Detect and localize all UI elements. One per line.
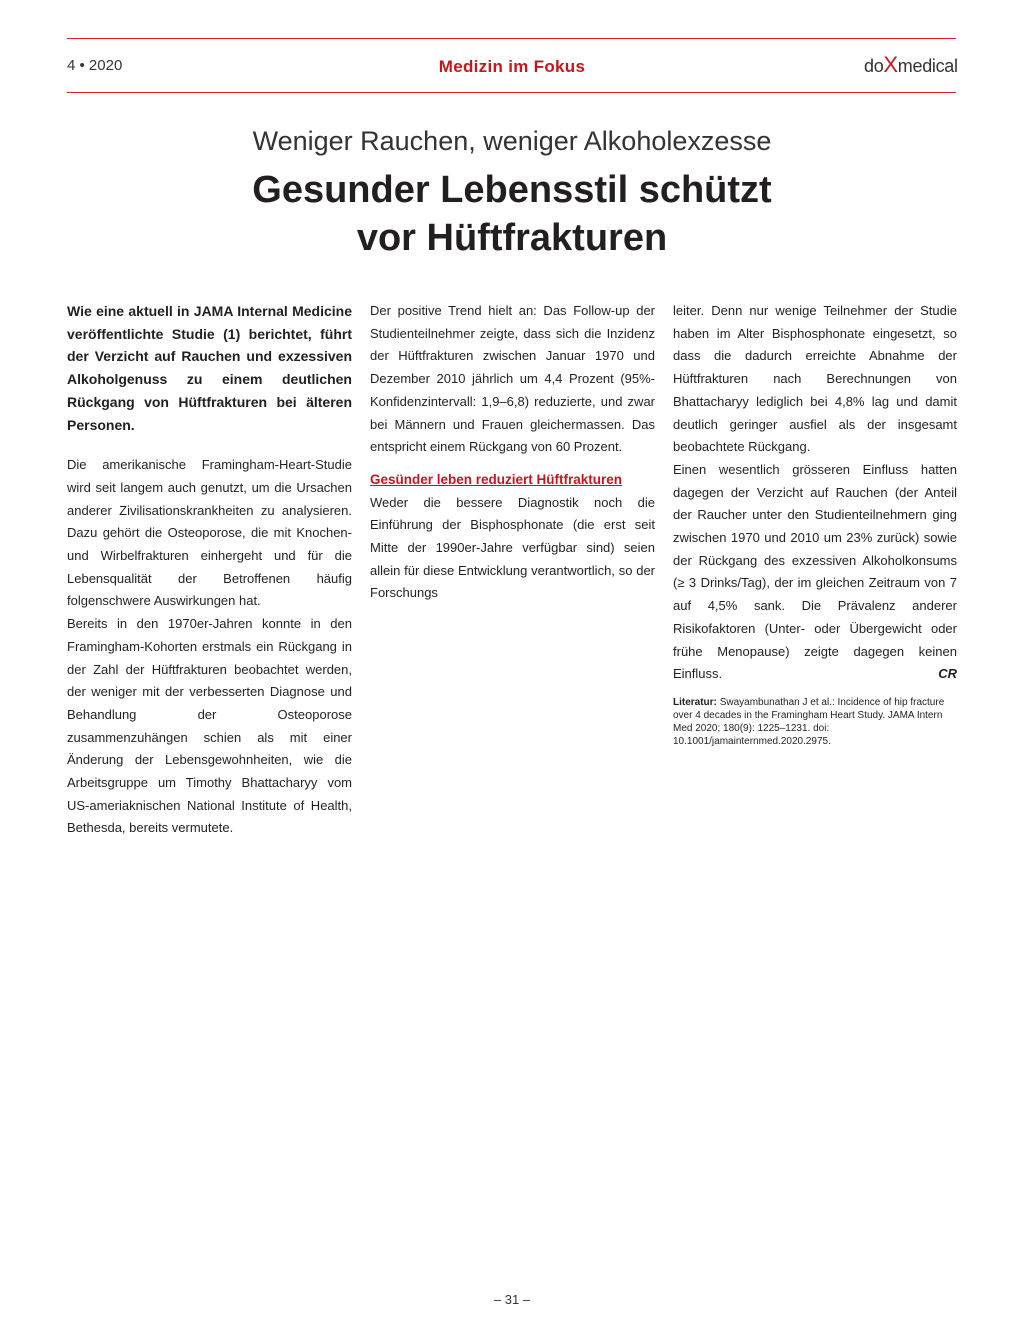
column-3: [673, 300, 957, 748]
logo-suffix: medical: [897, 56, 958, 76]
literature-reference: [673, 696, 957, 748]
headline-line-2: vor Hüftfrakturen: [356, 217, 668, 259]
header-top-rule: [67, 38, 956, 39]
article-headline: [0, 166, 1024, 262]
article-kicker: Weniger Rauchen, weniger Alkoholexzesse: [252, 126, 772, 156]
logo-prefix: do: [864, 56, 884, 76]
section-title: Medizin im Fokus: [438, 57, 586, 76]
body-paragraph-4-continued: leiter. Denn nur wenige Teilnehmer der Studie haben im Alter Bisphosphonate eingesetzt, so dass die dadurch erreichte Abnahme der Hüftfrakturen nach Berechnungen von Bhattacharyy lediglich bei 4,8% lag und damit deutlich geringer ausfiel als der insgesamt beobachtete Rückgang.: [673, 303, 957, 455]
body-paragraph-3: Der positive Trend hielt an: Das Follow-up der Studienteilnehmer zeigte, dass sich die Inzidenz der Hüftfrakturen zwischen Januar 1970 und Dezember 2010 jährlich um 4,4 Prozent (95%-Konfidenzintervall: 1,9–6,8) reduzierte, und zwar bei Männern und Frauen gleichermassen. Das entspricht einem Rückgang von 60 Prozent.: [370, 303, 655, 455]
body-paragraph-4: Weder die bessere Diagnostik noch die Einführung der Bisphosphonate (die erst seit Mitte der 1990er-Jahre verfügbar sind) seien allein für diese Entwicklung verantwortlich, so der Forschungs: [370, 494, 655, 601]
body-paragraph-2: Bereits in den 1970er-Jahren konnte in den Framingham-Kohorten erstmals ein Rückgang in der Zahl der Hüftfrakturen beobachtet werden, der weniger mit der verbesserten Diagnose und Behandlung der Osteoporose zusammenzuhängen schien als mit einer Änderung der Lebensgewohnheiten, wie die Arbeitsgruppe um Timothy Bhattacharyy vom US-ameriaknischen National Institute of Health, Bethesda, bereits vermutete.: [67, 616, 352, 836]
literature-text: Swayambunathan J et al.: Incidence of hip fracture over 4 decades in the Framingham Heart Study. JAMA Intern Med 2020; 180(9): 1225–1231. doi: 10.1001/jamainternmed.2020.2975.: [673, 696, 945, 747]
author-initials: CR: [938, 666, 957, 682]
lead-paragraph: Wie eine aktuell in JAMA Internal Medicine veröffentlichte Studie (1) berichtet, führt der Verzicht auf Rauchen und exzessiven Alkoholgenuss zu einem deutlichen Rückgang von Hüftfrakturen bei älteren Personen.: [67, 303, 352, 433]
headline-line-1: Gesunder Lebensstil schützt: [252, 169, 772, 211]
body-paragraph-1: Die amerikanische Framingham-Heart-Studie wird seit langem auch genutzt, um die Ursachen anderer Zivilisationskrankheiten zu analysieren. Dazu gehört die Osteoporose, die mit Knochen- und Wirbelfrakturen einhergeht und für die Lebensqualität der Betroffenen häufig folgenschwere Auswirkungen hat.: [67, 457, 352, 609]
literature-label: Literatur:: [673, 696, 717, 708]
column-2: [370, 300, 655, 605]
body-paragraph-5-text: Einen wesentlich grösseren Einfluss hatten dagegen der Verzicht auf Rauchen (der Anteil der Raucher unter den Studienteilnehmern ging zwischen 1970 und 2010 um 23% zurück) sowie der Rückgang des exzessiven Alkoholkonsums (≥ 3 Drinks/Tag), der im gleichen Zeitraum von 7 auf 4,5% sank. Die Prävalenz anderer Risikofaktoren (Unter- oder Übergewicht oder frühe Menopause) zeigte dagegen keinen Einfluss.: [673, 461, 957, 682]
issue-number: 4 • 2020: [67, 57, 123, 74]
column-1: [67, 300, 352, 840]
logo-x: X: [883, 52, 898, 77]
subheading: Gesünder leben reduziert Hüftfrakturen: [370, 471, 623, 487]
body-paragraph-5: [673, 459, 957, 686]
header-bottom-rule: [67, 92, 956, 93]
publisher-logo: [864, 52, 958, 78]
page-number: – 31 –: [493, 1292, 531, 1307]
